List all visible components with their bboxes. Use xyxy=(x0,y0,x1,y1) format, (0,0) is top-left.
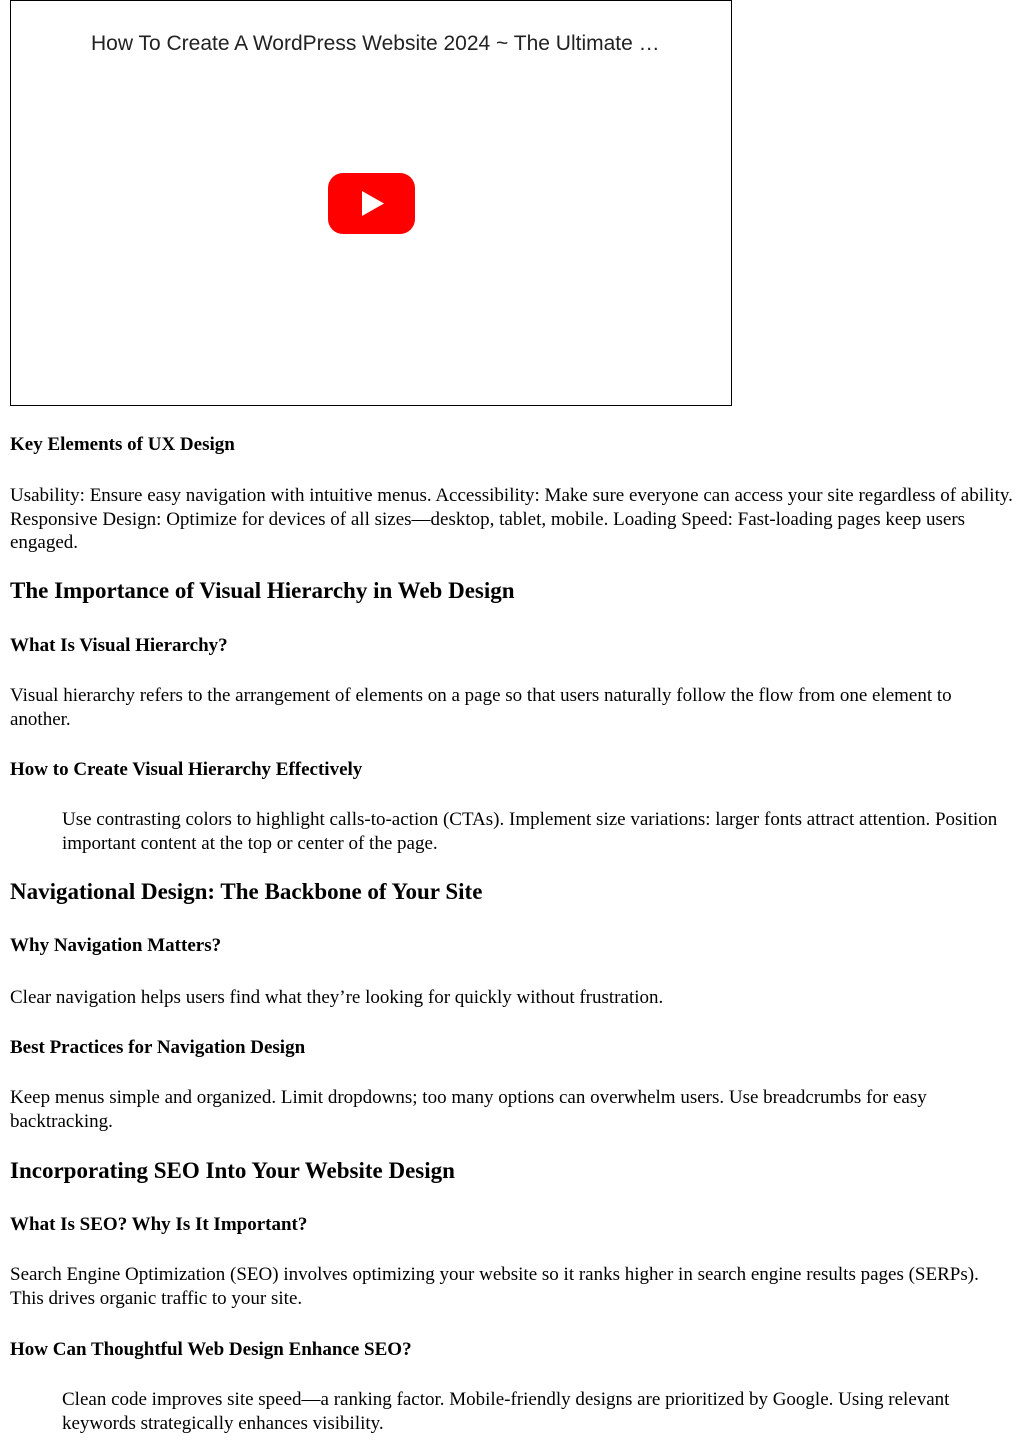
visual-hierarchy-what-heading: What Is Visual Hierarchy? xyxy=(10,635,228,656)
ux-body: Usability: Ensure easy navigation with intuitive menus. Accessibility: Make sure everyone can access your site regardless of ability. Responsive Design: Optimize for devices of all sizes—desktop, tablet, mobile. Loading Speed: Fast-loading pages keep users engaged. xyxy=(10,485,1013,553)
navigation-why-heading: Why Navigation Matters? xyxy=(10,935,222,956)
visual-hierarchy-title: The Importance of Visual Hierarchy in Web Design xyxy=(10,578,515,603)
visual-hierarchy-what-body: Visual hierarchy refers to the arrangement of elements on a page so that users naturally follow the flow from one element to another. xyxy=(10,685,952,730)
visual-hierarchy-how-body: Use contrasting colors to highlight calls-to-action (CTAs). Implement size variations: larger fonts attract attention. Position important content at the top or center of the page. xyxy=(62,809,998,854)
seo-title: Incorporating SEO Into Your Website Design xyxy=(10,1158,455,1183)
youtube-play-icon[interactable] xyxy=(328,173,415,234)
visual-hierarchy-how-heading: How to Create Visual Hierarchy Effectively xyxy=(10,759,363,780)
video-title[interactable]: How To Create A WordPress Website 2024 ~ The Ultimate … xyxy=(91,32,660,55)
navigation-title: Navigational Design: The Backbone of Your Site xyxy=(10,879,483,904)
navigation-best-heading: Best Practices for Navigation Design xyxy=(10,1037,306,1058)
ux-heading: Key Elements of UX Design xyxy=(10,434,235,455)
navigation-why-body: Clear navigation helps users find what they’re looking for quickly without frustration. xyxy=(10,987,664,1008)
seo-how-body: Clean code improves site speed—a ranking factor. Mobile-friendly designs are prioritized by Google. Using relevant keywords strategically enhances visibility. xyxy=(62,1389,950,1434)
video-embed[interactable] xyxy=(10,0,732,406)
seo-how-heading: How Can Thoughtful Web Design Enhance SEO? xyxy=(10,1339,412,1360)
navigation-best-body: Keep menus simple and organized. Limit dropdowns; too many options can overwhelm users. Use breadcrumbs for easy backtracking. xyxy=(10,1087,927,1132)
seo-what-heading: What Is SEO? Why Is It Important? xyxy=(10,1214,308,1235)
seo-what-body: Search Engine Optimization (SEO) involves optimizing your website so it ranks higher in search engine results pages (SERPs). This drives organic traffic to your site. xyxy=(10,1264,979,1309)
